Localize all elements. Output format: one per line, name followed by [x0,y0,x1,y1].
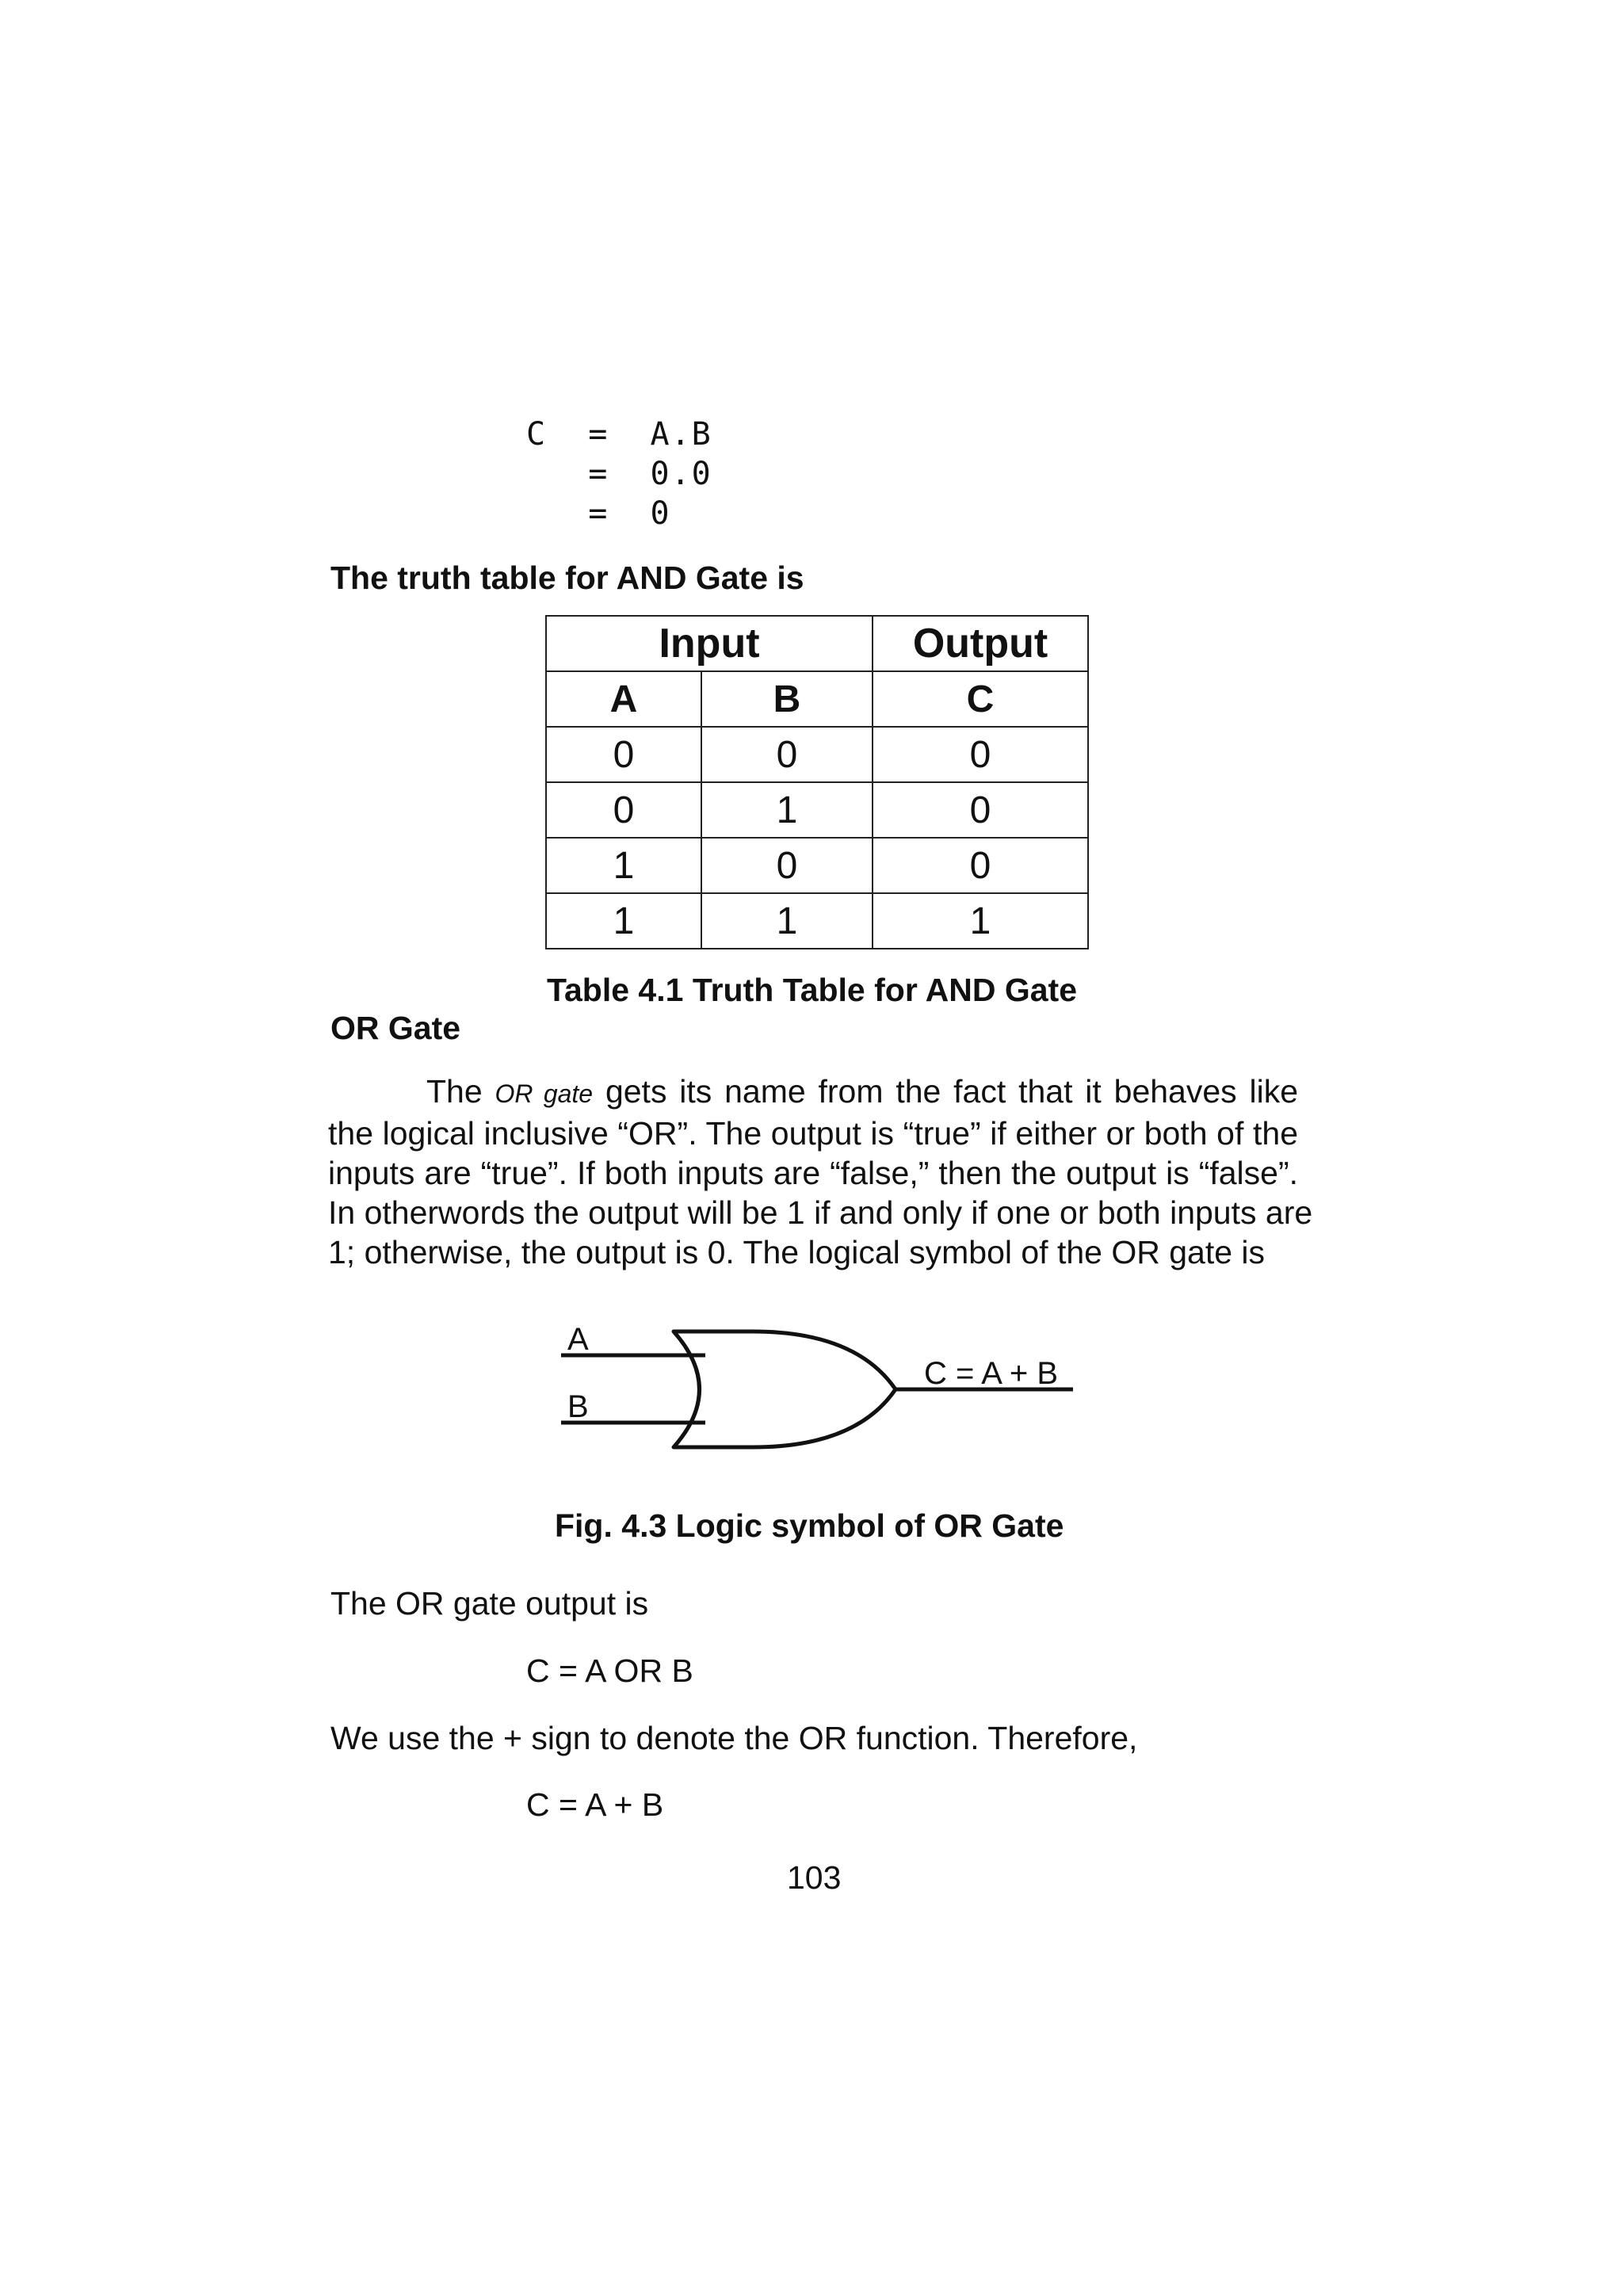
table-row [546,838,1088,893]
table-cell: 1 [546,893,701,949]
or-output-intro: The OR gate output is [330,1585,649,1622]
and-equation-line-3: = 0 [526,495,671,532]
figure-caption: Fig. 4.3 Logic symbol of OR Gate [555,1507,1064,1544]
table-cell: 1 [546,838,701,893]
paragraph-line: the logical inclusive “OR”. The output is “true” if either or both of the [328,1115,1298,1152]
or-gate-description [328,1072,1313,1272]
table-column-header-row [546,671,1088,727]
table-row [546,893,1088,949]
and-equation-line-2: = 0.0 [526,456,712,492]
column-header-a: A [546,671,701,727]
table-cell: 1 [701,893,873,949]
or-equation-symbolic: C = A + B [526,1786,664,1823]
input-label-b: B [567,1389,589,1424]
column-header-c: C [873,671,1088,727]
output-label: C = A + B [924,1356,1059,1391]
and-equation-line-1: C = A.B [526,416,712,453]
page-number: 103 [787,1859,842,1896]
output-group-header: Output [873,616,1088,671]
table-cell: 0 [701,838,873,893]
table-cell: 0 [701,727,873,782]
input-label-a: A [567,1322,589,1357]
plus-sign-sentence: We use the + sign to denote the OR function. Therefore, [330,1720,1138,1756]
table-cell: 1 [873,893,1088,949]
table-row [546,727,1088,782]
paragraph-line: The OR gate gets its name from the fact that it behaves like [426,1073,1299,1110]
table-cell: 0 [546,782,701,838]
table-cell: 0 [873,727,1088,782]
table-group-header-row [546,616,1088,671]
or-gate-symbol [547,1308,1102,1466]
table-cell: 0 [873,782,1088,838]
table-row [546,782,1088,838]
paragraph-line: 1; otherwise, the output is 0. The logical symbol of the OR gate is [328,1234,1266,1270]
or-gate-section-title: OR Gate [330,1010,461,1046]
or-gate-body [674,1331,896,1447]
column-header-b: B [701,671,873,727]
truth-table-heading: The truth table for AND Gate is [330,560,804,596]
and-truth-table [545,615,1089,949]
input-group-header: Input [546,616,873,671]
or-gate-term: OR gate [495,1079,594,1108]
table-cell: 1 [701,782,873,838]
table-cell: 0 [873,838,1088,893]
table-cell: 0 [546,727,701,782]
table-caption: Table 4.1 Truth Table for AND Gate [547,972,1078,1008]
paragraph-line: inputs are “true”. If both inputs are “false,” then the output is “false”. [328,1155,1298,1191]
paragraph-line: In otherwords the output will be 1 if and only if one or both inputs are [328,1194,1313,1231]
or-equation-words: C = A OR B [526,1652,693,1689]
